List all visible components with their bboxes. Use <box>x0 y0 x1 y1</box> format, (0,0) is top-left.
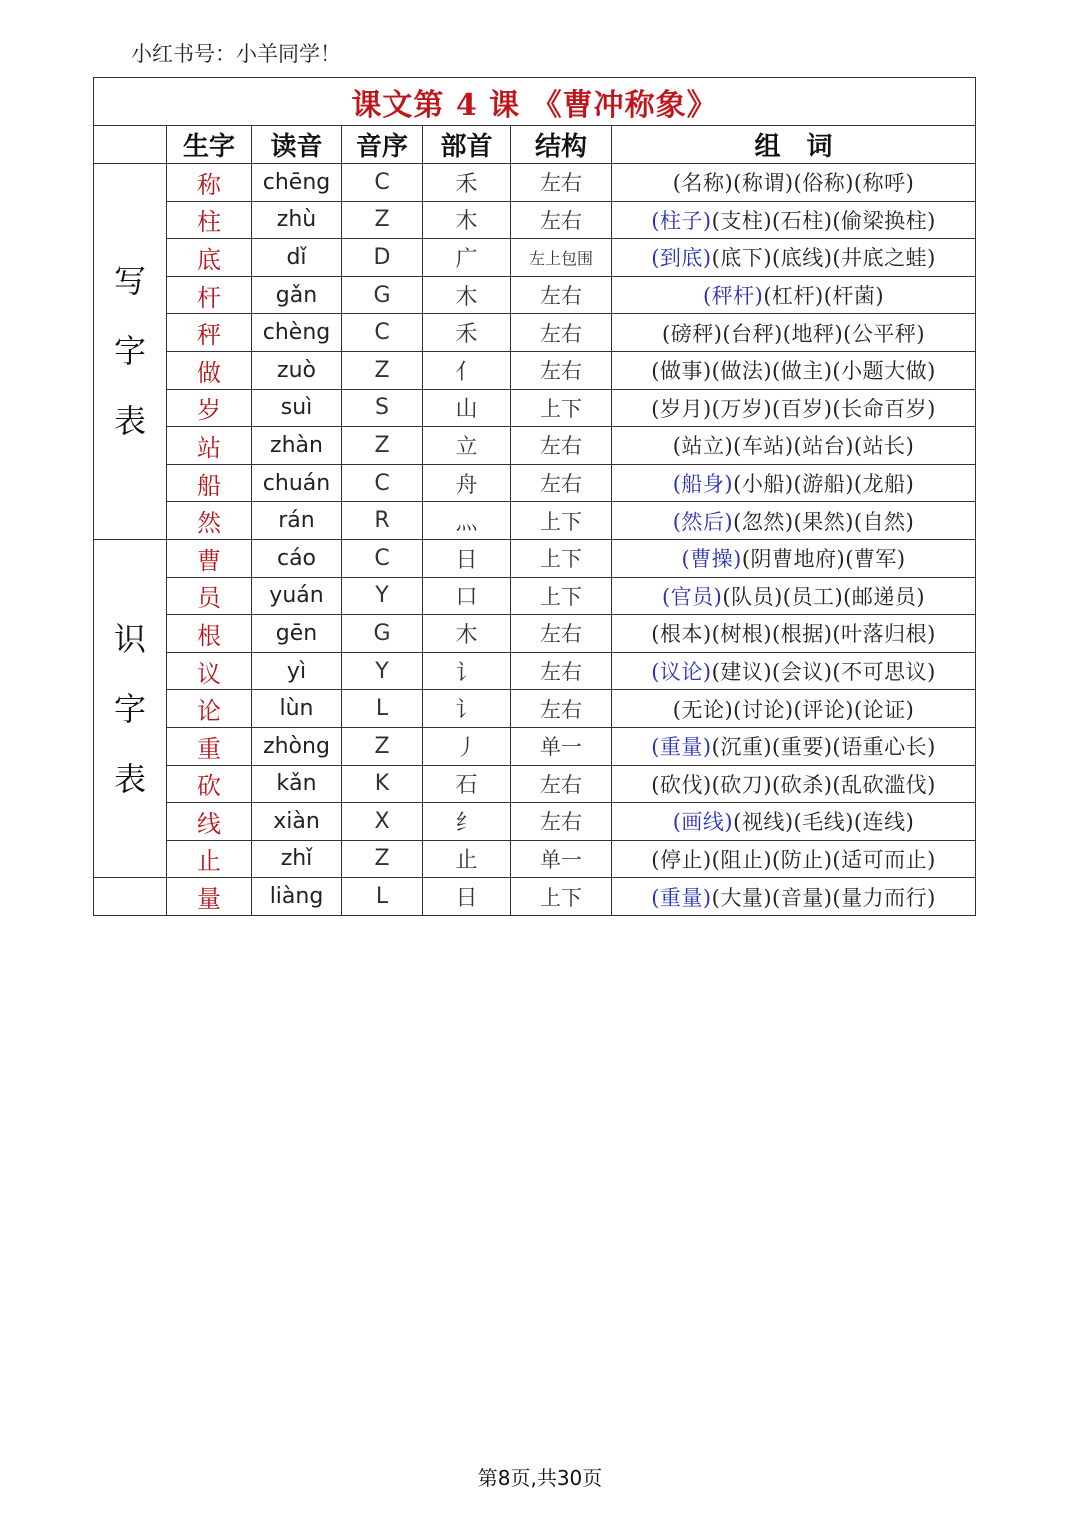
cell-structure: 左右 <box>511 276 612 314</box>
group-label-char: 写 <box>113 262 146 301</box>
cell-radical: 木 <box>423 276 511 314</box>
cell-structure: 左右 <box>511 690 612 728</box>
cell-structure: 左右 <box>511 201 612 239</box>
cell-structure: 左右 <box>511 314 612 352</box>
cell-char: 量 <box>167 878 252 916</box>
cell-pinyin: zhǐ <box>252 840 342 878</box>
cell-radical: 纟 <box>423 803 511 841</box>
header-structure: 结构 <box>511 126 612 164</box>
table-row <box>94 727 976 765</box>
cell-words <box>612 351 976 389</box>
cell-radical: 木 <box>423 201 511 239</box>
cell-structure: 单一 <box>511 840 612 878</box>
group-label-char: 识 <box>113 619 146 658</box>
cell-order: Z <box>342 351 423 389</box>
cell-structure: 左右 <box>511 427 612 465</box>
cell-words <box>612 464 976 502</box>
cell-order: C <box>342 314 423 352</box>
cell-structure: 左右 <box>511 464 612 502</box>
cell-pinyin: yuán <box>252 577 342 615</box>
cell-pinyin: gǎn <box>252 276 342 314</box>
cell-order: X <box>342 803 423 841</box>
words-rest: (无论)(讨论)(评论)(论证) <box>672 697 915 722</box>
table-row <box>94 464 976 502</box>
group-extra <box>94 878 167 916</box>
cell-order: L <box>342 690 423 728</box>
table-row <box>94 201 976 239</box>
cell-order: D <box>342 239 423 277</box>
watermark-account: 小红书号：小羊同学！ <box>131 42 341 66</box>
table-row <box>94 539 976 577</box>
header-radical: 部首 <box>423 126 511 164</box>
table-row <box>94 502 976 540</box>
cell-structure: 单一 <box>511 727 612 765</box>
cell-order: L <box>342 878 423 916</box>
cell-pinyin: kǎn <box>252 765 342 803</box>
words-highlight: (然后) <box>672 509 734 534</box>
cell-pinyin: zhòng <box>252 727 342 765</box>
words-rest: (队员)(员工)(邮递员) <box>722 584 926 609</box>
group-recognize-chars <box>94 539 167 877</box>
words-highlight: (重量) <box>651 735 712 760</box>
cell-structure: 左右 <box>511 351 612 389</box>
cell-pinyin: liàng <box>252 878 342 916</box>
cell-char: 杆 <box>167 276 252 314</box>
cell-words <box>612 276 976 314</box>
cell-words <box>612 878 976 916</box>
cell-structure: 上下 <box>511 577 612 615</box>
cell-order: Y <box>342 652 423 690</box>
cell-char: 论 <box>167 690 252 728</box>
table-row <box>94 615 976 653</box>
cell-radical: 日 <box>423 539 511 577</box>
cell-words <box>612 389 976 427</box>
header-pinyin: 读音 <box>252 126 342 164</box>
cell-radical: 讠 <box>423 690 511 728</box>
words-rest: (忽然)(果然)(自然) <box>733 509 915 534</box>
cell-order: S <box>342 389 423 427</box>
cell-char: 柱 <box>167 201 252 239</box>
group-label-char: 字 <box>113 332 146 371</box>
cell-structure: 左右 <box>511 164 612 202</box>
cell-char: 线 <box>167 803 252 841</box>
table-row <box>94 389 976 427</box>
cell-char: 秤 <box>167 314 252 352</box>
cell-words <box>612 803 976 841</box>
words-highlight: (柱子) <box>651 208 712 233</box>
cell-words <box>612 314 976 352</box>
cell-structure: 上下 <box>511 539 612 577</box>
cell-char: 岁 <box>167 389 252 427</box>
cell-pinyin: lùn <box>252 690 342 728</box>
cell-words <box>612 615 976 653</box>
words-rest: (名称)(称谓)(俗称)(称呼) <box>672 171 915 196</box>
cell-words <box>612 765 976 803</box>
words-rest: (杠杆)(杆菌) <box>763 284 885 309</box>
cell-order: K <box>342 765 423 803</box>
cell-order: C <box>342 539 423 577</box>
table-row <box>94 652 976 690</box>
cell-structure: 左右 <box>511 652 612 690</box>
cell-pinyin: chēng <box>252 164 342 202</box>
words-rest: (大量)(音量)(量力而行) <box>711 885 936 910</box>
cell-order: C <box>342 164 423 202</box>
cell-order: C <box>342 464 423 502</box>
header-words: 组 词 <box>612 126 976 164</box>
cell-pinyin: yì <box>252 652 342 690</box>
group-label-char: 表 <box>113 402 146 441</box>
cell-char: 然 <box>167 502 252 540</box>
table-row <box>94 577 976 615</box>
words-rest: (小船)(游船)(龙船) <box>733 472 915 497</box>
table-row <box>94 351 976 389</box>
cell-radical: 木 <box>423 615 511 653</box>
group-label-char: 表 <box>113 759 146 798</box>
cell-order: G <box>342 615 423 653</box>
cell-words <box>612 239 976 277</box>
cell-radical: 广 <box>423 239 511 277</box>
cell-structure: 左右 <box>511 803 612 841</box>
cell-radical: 口 <box>423 577 511 615</box>
header-char: 生字 <box>167 126 252 164</box>
cell-words <box>612 201 976 239</box>
cell-char: 站 <box>167 427 252 465</box>
words-rest: (停止)(阻止)(防止)(适可而止) <box>651 847 936 872</box>
cell-radical: 止 <box>423 840 511 878</box>
cell-words <box>612 427 976 465</box>
cell-radical: 禾 <box>423 314 511 352</box>
cell-pinyin: xiàn <box>252 803 342 841</box>
cell-pinyin: chèng <box>252 314 342 352</box>
words-rest: (支柱)(石柱)(偷梁换柱) <box>711 208 936 233</box>
cell-structure: 上下 <box>511 878 612 916</box>
cell-words <box>612 164 976 202</box>
group-write-chars <box>94 164 167 540</box>
cell-char: 根 <box>167 615 252 653</box>
cell-pinyin: zuò <box>252 351 342 389</box>
words-rest: (阴曹地府)(曹军) <box>741 547 906 572</box>
cell-words <box>612 577 976 615</box>
cell-radical: 日 <box>423 878 511 916</box>
table-row <box>94 878 976 916</box>
cell-char: 员 <box>167 577 252 615</box>
cell-words <box>612 840 976 878</box>
cell-pinyin: chuán <box>252 464 342 502</box>
cell-words <box>612 502 976 540</box>
cell-words <box>612 539 976 577</box>
words-highlight: (到底) <box>651 246 712 271</box>
cell-radical: 山 <box>423 389 511 427</box>
words-highlight: (议论) <box>651 660 712 685</box>
words-rest: (磅秤)(台秤)(地秤)(公平秤) <box>662 321 926 346</box>
table-header <box>94 126 976 164</box>
words-highlight: (重量) <box>651 885 712 910</box>
cell-char: 底 <box>167 239 252 277</box>
words-rest: (做事)(做法)(做主)(小题大做) <box>651 359 936 384</box>
words-rest: (根本)(树根)(根据)(叶落归根) <box>651 622 936 647</box>
cell-radical: 讠 <box>423 652 511 690</box>
cell-radical: 灬 <box>423 502 511 540</box>
cell-order: G <box>342 276 423 314</box>
words-highlight: (船身) <box>672 472 734 497</box>
table-row <box>94 314 976 352</box>
cell-order: Z <box>342 727 423 765</box>
table-row <box>94 840 976 878</box>
lesson-title: 课文第 4 课 《曹冲称象》 <box>94 78 976 126</box>
words-highlight: (官员) <box>661 584 723 609</box>
table-row <box>94 803 976 841</box>
cell-order: Z <box>342 427 423 465</box>
words-highlight: (曹操) <box>681 547 742 572</box>
cell-char: 称 <box>167 164 252 202</box>
cell-order: Y <box>342 577 423 615</box>
cell-words <box>612 652 976 690</box>
cell-words <box>612 690 976 728</box>
words-highlight: (秤杆) <box>702 284 764 309</box>
cell-radical: 丿 <box>423 727 511 765</box>
cell-char: 做 <box>167 351 252 389</box>
cell-radical: 禾 <box>423 164 511 202</box>
cell-char: 止 <box>167 840 252 878</box>
cell-pinyin: cáo <box>252 539 342 577</box>
cell-structure: 左上包围 <box>511 239 612 277</box>
cell-structure: 左右 <box>511 765 612 803</box>
cell-pinyin: zhàn <box>252 427 342 465</box>
cell-pinyin: zhù <box>252 201 342 239</box>
group-label-char: 字 <box>113 689 146 728</box>
table-row <box>94 765 976 803</box>
table-row <box>94 690 976 728</box>
words-rest: (站立)(车站)(站台)(站长) <box>672 434 915 459</box>
words-rest: (底下)(底线)(井底之蛙) <box>711 246 936 271</box>
cell-structure: 上下 <box>511 389 612 427</box>
words-rest: (岁月)(万岁)(百岁)(长命百岁) <box>651 396 936 421</box>
cell-char: 曹 <box>167 539 252 577</box>
words-rest: (砍伐)(砍刀)(砍杀)(乱砍滥伐) <box>651 772 936 797</box>
words-highlight: (画线) <box>672 810 734 835</box>
cell-order: Z <box>342 840 423 878</box>
cell-radical: 石 <box>423 765 511 803</box>
cell-char: 重 <box>167 727 252 765</box>
cell-structure: 左右 <box>511 615 612 653</box>
cell-structure: 上下 <box>511 502 612 540</box>
page-number: 第8页,共30页 <box>477 1466 603 1490</box>
table-row <box>94 427 976 465</box>
cell-radical: 立 <box>423 427 511 465</box>
cell-pinyin: rán <box>252 502 342 540</box>
cell-words <box>612 727 976 765</box>
cell-radical: 舟 <box>423 464 511 502</box>
cell-radical: 亻 <box>423 351 511 389</box>
words-rest: (建议)(会议)(不可思议) <box>711 660 936 685</box>
cell-pinyin: gēn <box>252 615 342 653</box>
table-row <box>94 239 976 277</box>
table-row <box>94 276 976 314</box>
table-row <box>94 164 976 202</box>
cell-pinyin: dǐ <box>252 239 342 277</box>
cell-order: Z <box>342 201 423 239</box>
cell-order: R <box>342 502 423 540</box>
vocab-table <box>93 77 976 916</box>
header-order: 音序 <box>342 126 423 164</box>
cell-char: 议 <box>167 652 252 690</box>
cell-char: 船 <box>167 464 252 502</box>
header-blank <box>94 126 167 164</box>
words-rest: (视线)(毛线)(连线) <box>733 810 915 835</box>
words-rest: (沉重)(重要)(语重心长) <box>711 735 936 760</box>
cell-char: 砍 <box>167 765 252 803</box>
cell-pinyin: suì <box>252 389 342 427</box>
